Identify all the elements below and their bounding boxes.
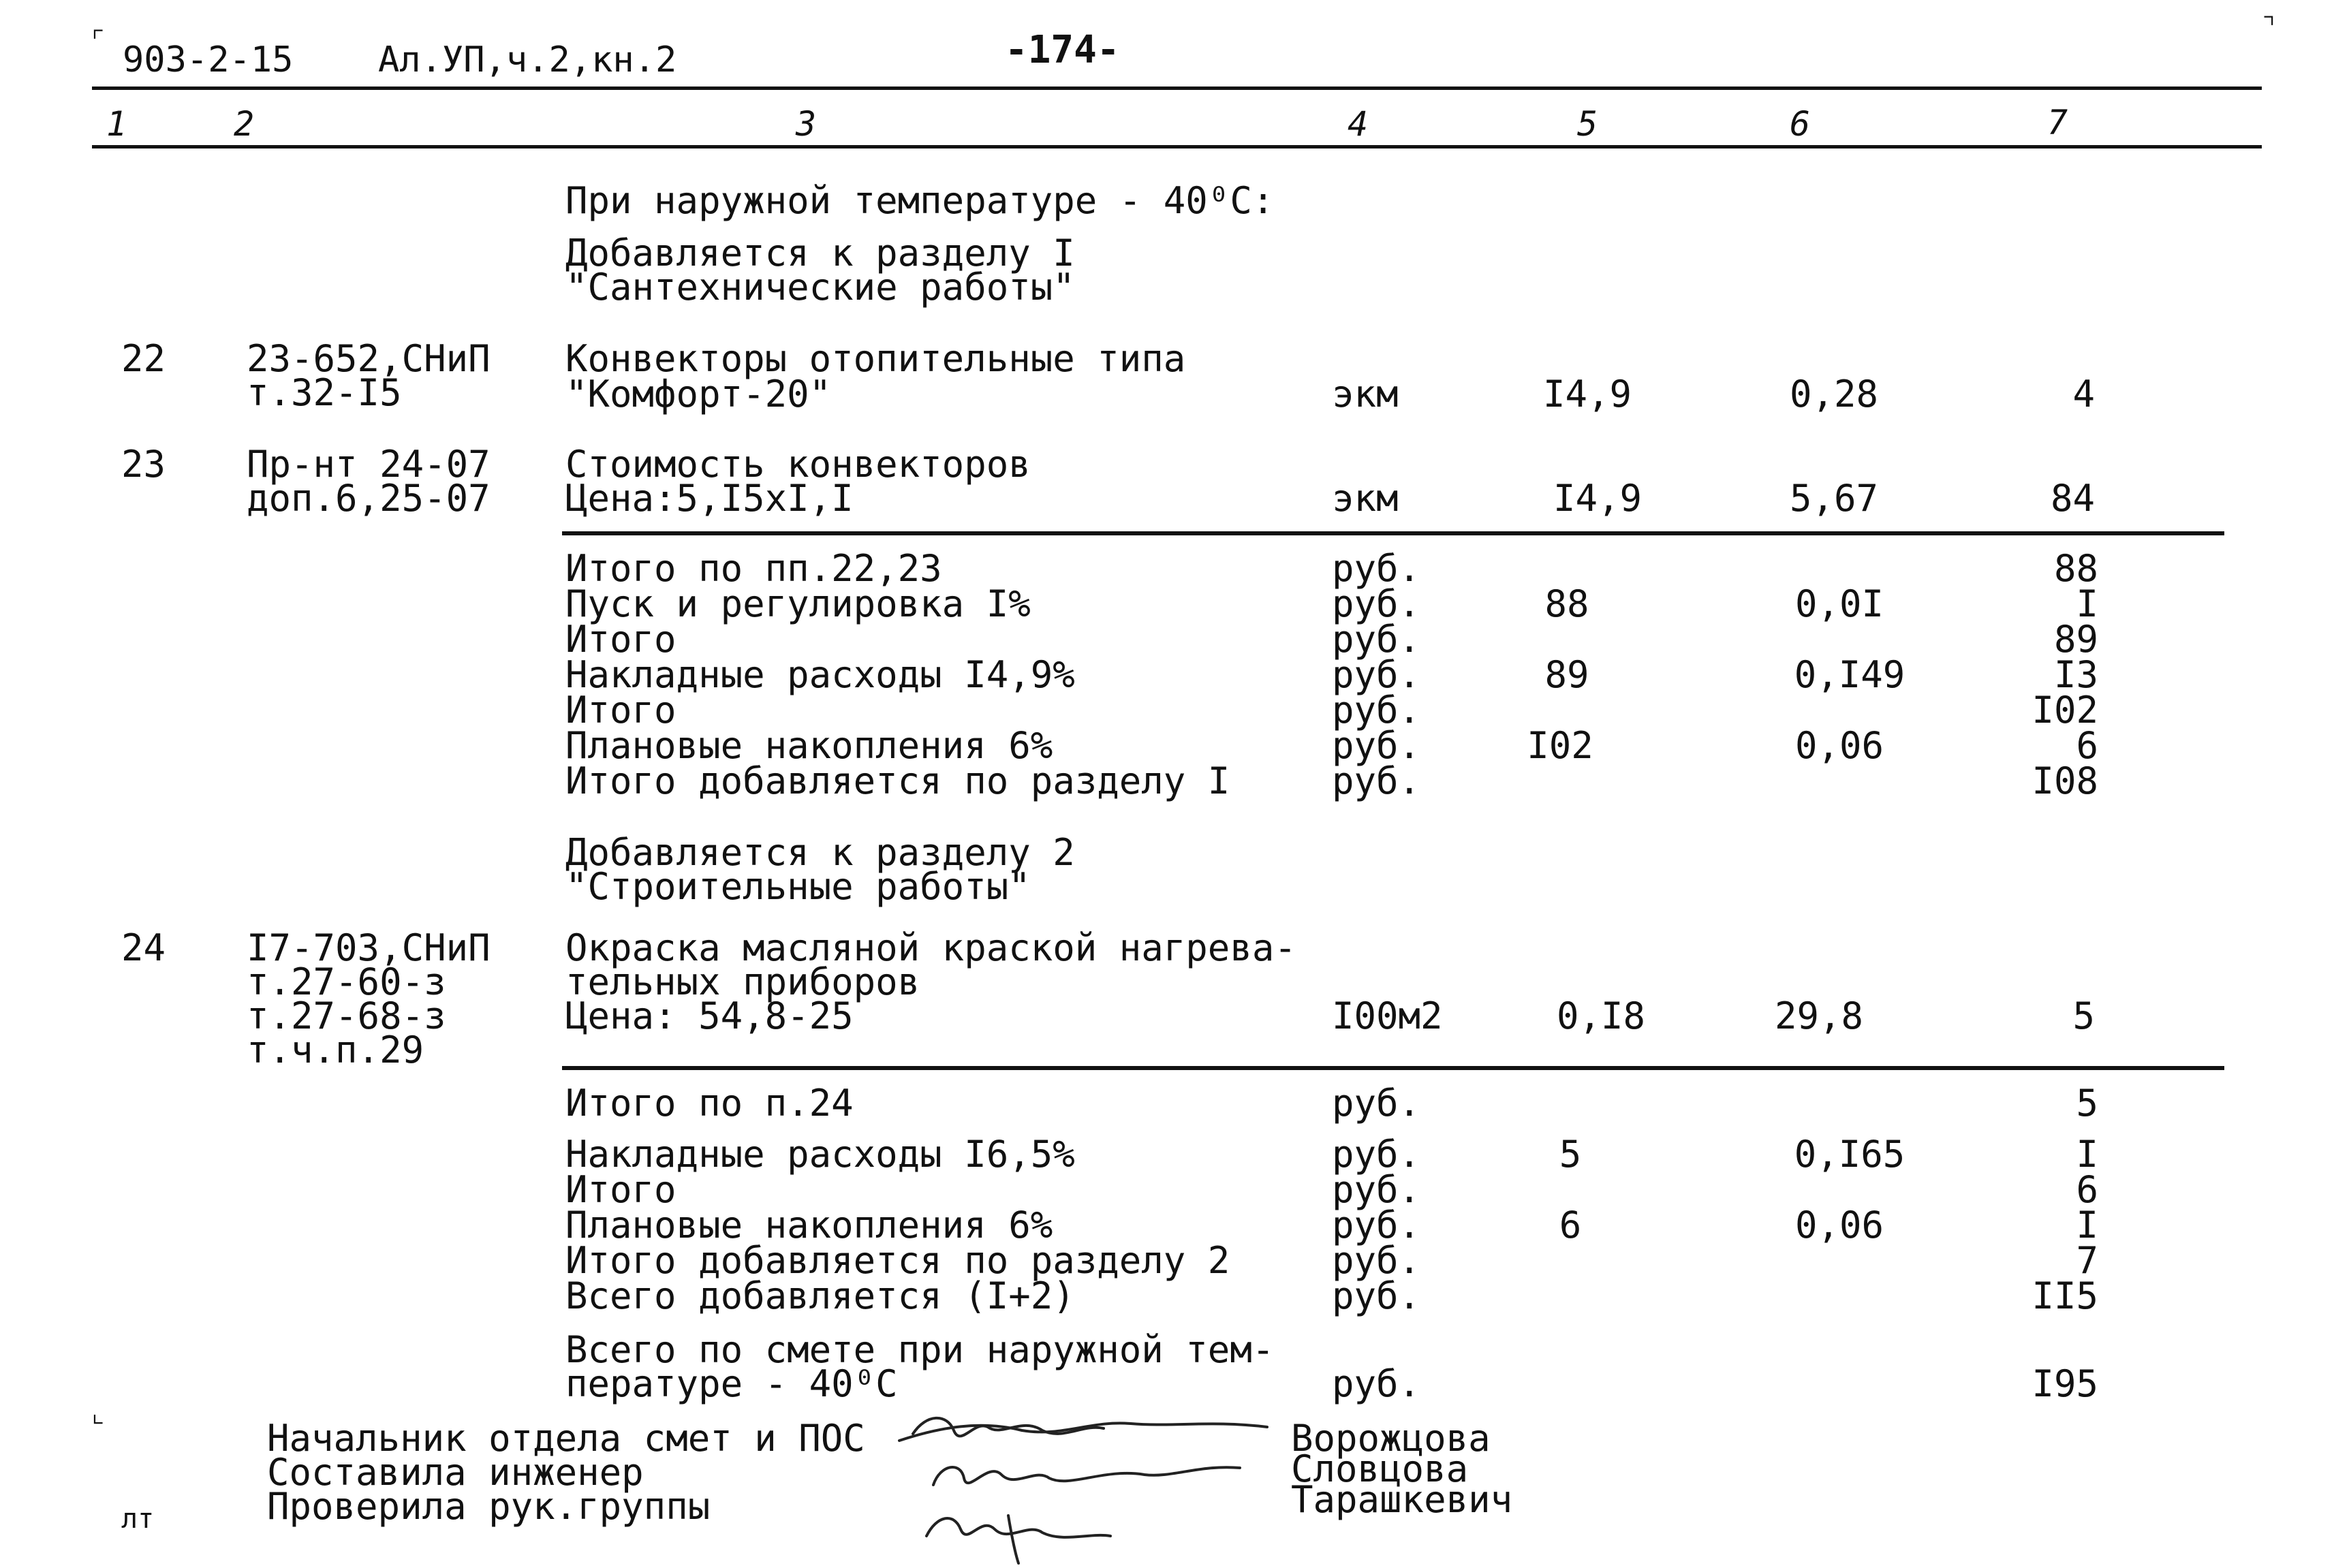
unit: I00м2 [1332, 994, 1443, 1037]
summary-base: I02 [1527, 724, 1593, 767]
margin-mark: лт [121, 1503, 155, 1535]
total-cost: 84 [2050, 477, 2095, 520]
summary-unit: руб. [1332, 1274, 1421, 1317]
summary-label: Накладные расходы I4,9% [565, 653, 1075, 696]
column-number-5: 5 [1577, 104, 1598, 144]
header-bottom-rule [92, 145, 2262, 148]
signatory-role: Составила инженер [267, 1451, 644, 1494]
column-number-3: 3 [796, 104, 817, 144]
summary-unit: руб. [1332, 1168, 1421, 1211]
summary-label: Итого по пп.22,23 [565, 547, 942, 590]
page-number: -174- [1005, 28, 1120, 72]
summary-label: Итого [565, 689, 676, 732]
section2-title: Добавляется к разделу 2 [565, 831, 1075, 874]
signatory-name: Ворожцова [1291, 1417, 1491, 1460]
album-ref: Ал.УП,ч.2,кн.2 [378, 40, 677, 80]
unit: экм [1332, 477, 1399, 520]
handwritten-signatures [886, 1400, 1294, 1567]
unit-price: 0,28 [1789, 373, 1879, 415]
unit: экм [1332, 373, 1399, 415]
summary-label: Всего добавляется (I+2) [565, 1274, 1075, 1317]
summary-total: II5 [2032, 1274, 2098, 1317]
total-cost: 4 [2072, 373, 2095, 415]
summary-label: Итого по п.24 [565, 1082, 854, 1125]
summary-label: Накладные расходы I6,5% [565, 1133, 1075, 1176]
grand-total-label: пературе - 40⁰С [565, 1362, 898, 1405]
summary-unit: руб. [1332, 547, 1421, 590]
quantity: I4,9 [1553, 477, 1643, 520]
item-description: Цена: 54,8-25 [565, 994, 854, 1037]
summary-unit: руб. [1332, 1082, 1421, 1125]
item-description: Цена:5,I5хI,I [565, 477, 854, 520]
total-cost: 5 [2072, 994, 2095, 1037]
summary-unit: руб. [1332, 759, 1421, 802]
summary-total: I [2076, 1133, 2098, 1176]
summary-base: 88 [1544, 582, 1589, 625]
signatory-role: Проверила рук.группы [267, 1485, 711, 1528]
corner-mark-top-left: ⌜ [90, 24, 107, 55]
summary-base: 5 [1559, 1133, 1582, 1176]
header-top-rule [92, 87, 2262, 90]
norm-reference: т.ч.п.29 [247, 1029, 424, 1071]
summary-total: 5 [2076, 1082, 2098, 1125]
section2-divider-rule [562, 1066, 2224, 1070]
quantity: 0,I8 [1556, 994, 1646, 1037]
doc-code: 903-2-15 [123, 40, 294, 80]
summary-total: I3 [2053, 653, 2098, 696]
grand-total-value: I95 [2032, 1362, 2098, 1405]
section1-divider-rule [562, 531, 2224, 535]
column-number-2: 2 [234, 104, 255, 144]
temperature-heading: При наружной температуре - 40⁰С: [565, 179, 1275, 222]
item-description: Окраска масляной краской нагрева- [565, 926, 1296, 969]
summary-total: 7 [2076, 1239, 2098, 1282]
norm-reference: т.32-I5 [247, 371, 402, 414]
signatory-role: Начальник отдела смет и ПОС [267, 1417, 865, 1460]
summary-label: Итого [565, 618, 676, 661]
section1-title: Добавляется к разделу I [565, 232, 1075, 275]
norm-reference: Пр-нт 24-07 [247, 443, 491, 486]
row-number: 24 [121, 926, 166, 969]
summary-total: 88 [2053, 547, 2098, 590]
item-description: Конвекторы отопительные типа [565, 337, 1186, 380]
summary-rate: 0,0I [1794, 582, 1884, 625]
summary-rate: 0,I49 [1794, 653, 1905, 696]
norm-reference: доп.6,25-07 [247, 477, 491, 520]
corner-mark-top-right: ⌝ [2260, 10, 2277, 42]
signatory-name: Тарашкевич [1291, 1478, 1513, 1521]
norm-reference: т.27-60-з [247, 960, 446, 1003]
item-description: "Комфорт-20" [565, 373, 832, 415]
grand-total-unit: руб. [1332, 1362, 1421, 1405]
summary-rate: 0,06 [1794, 1204, 1884, 1246]
unit-price: 5,67 [1789, 477, 1879, 520]
row-number: 23 [121, 443, 166, 486]
column-number-1: 1 [106, 104, 127, 144]
row-number: 22 [121, 337, 166, 380]
summary-unit: руб. [1332, 689, 1421, 732]
corner-mark-bottom-left: ⌞ [90, 1398, 107, 1429]
summary-unit: руб. [1332, 1239, 1421, 1282]
norm-reference: т.27-68-з [247, 994, 446, 1037]
summary-label: Пуск и регулировка I% [565, 582, 1031, 625]
summary-unit: руб. [1332, 1204, 1421, 1246]
summary-total: I02 [2032, 689, 2098, 732]
summary-total: I [2076, 582, 2098, 625]
norm-reference: I7-703,СНиП [247, 926, 491, 969]
summary-total: I [2076, 1204, 2098, 1246]
summary-rate: 0,I65 [1794, 1133, 1905, 1176]
column-number-6: 6 [1790, 104, 1811, 144]
summary-base: 6 [1559, 1204, 1582, 1246]
section1-subtitle: "Сантехнические работы" [565, 266, 1075, 309]
summary-label: Плановые накопления 6% [565, 1204, 1053, 1246]
summary-unit: руб. [1332, 653, 1421, 696]
summary-unit: руб. [1332, 724, 1421, 767]
column-number-7: 7 [2047, 103, 2068, 142]
summary-unit: руб. [1332, 582, 1421, 625]
item-description: Стоимость конвекторов [565, 443, 1031, 486]
summary-label: Плановые накопления 6% [565, 724, 1053, 767]
summary-unit: руб. [1332, 1133, 1421, 1176]
quantity: I4,9 [1542, 373, 1632, 415]
summary-total: 89 [2053, 618, 2098, 661]
norm-reference: 23-652,СНиП [247, 337, 491, 380]
column-number-4: 4 [1348, 104, 1369, 144]
summary-rate: 0,06 [1794, 724, 1884, 767]
summary-label: Итого добавляется по разделу 2 [565, 1239, 1230, 1282]
summary-unit: руб. [1332, 618, 1421, 661]
item-description: тельных приборов [565, 960, 920, 1003]
summary-total: 6 [2076, 724, 2098, 767]
summary-label: Итого добавляется по разделу I [565, 759, 1230, 802]
signatory-name: Словцова [1291, 1447, 1469, 1490]
unit-price: 29,8 [1774, 994, 1864, 1037]
summary-base: 89 [1544, 653, 1589, 696]
summary-total: I08 [2032, 759, 2098, 802]
summary-label: Итого [565, 1168, 676, 1211]
summary-total: 6 [2076, 1168, 2098, 1211]
grand-total-label: Всего по смете при наружной тем- [565, 1328, 1275, 1371]
section2-subtitle: "Строительные работы" [565, 865, 1031, 908]
